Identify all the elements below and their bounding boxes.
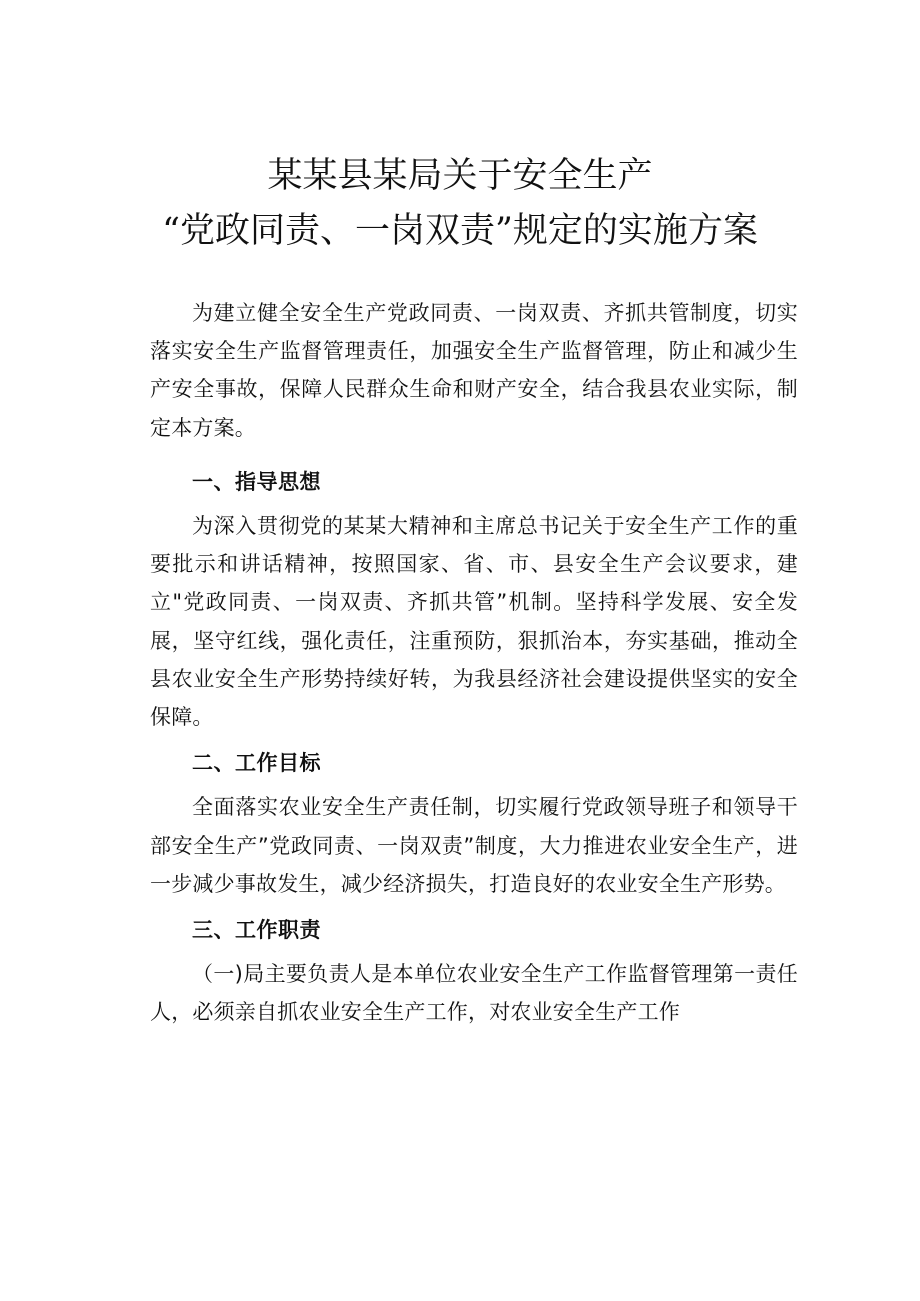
section-paragraph: （一)局主要负责人是本单位农业安全生产工作监督管理第一责任人，必须亲自抓农业安全生产工作，对农业安全生产工作 — [150, 962, 798, 1025]
section-heading-work-duties: 三、工作职责 — [192, 918, 321, 943]
section-paragraph: 全面落实农业安全生产责任制，切实履行党政领导班子和领导干部安全生产”党政同责、一岗双责”制度，大力推进农业安全生产，进一步减少事故发生，减少经济损失，打造良好的农业安全生产形势。 — [150, 795, 798, 896]
document-title-line-2: “党政同责、一岗双责”规定的实施方案 — [162, 211, 758, 251]
intro-paragraph: 为建立健全安全生产党政同责、一岗双责、齐抓共管制度，切实落实安全生产监督管理责任，加强安全生产监督管理，防止和减少生产安全事故，保障人民群众生命和财产安全，结合我县农业实际，制定本方案。 — [150, 301, 798, 440]
document-title-line-1: 某某县某局关于安全生产 — [267, 156, 653, 196]
section-heading-guiding-ideology: 一、指导思想 — [192, 469, 321, 494]
section-heading-work-goals: 二、工作目标 — [192, 751, 321, 776]
document-body — [150, 294, 798, 1032]
section-paragraph: 为深入贯彻党的某某大精神和主席总书记关于安全生产工作的重要批示和讲话精神，按照国家、省、市、县安全生产会议要求，建立"党政同责、一岗双责、齐抓共管”机制。坚持科学发展、安全发展，坚守红线，强化责任，注重预防，狠抓治本，夯实基础，推动全县农业安全生产形势持续好转，为我县经济社会建设提供坚实的安全保障。 — [150, 514, 798, 730]
